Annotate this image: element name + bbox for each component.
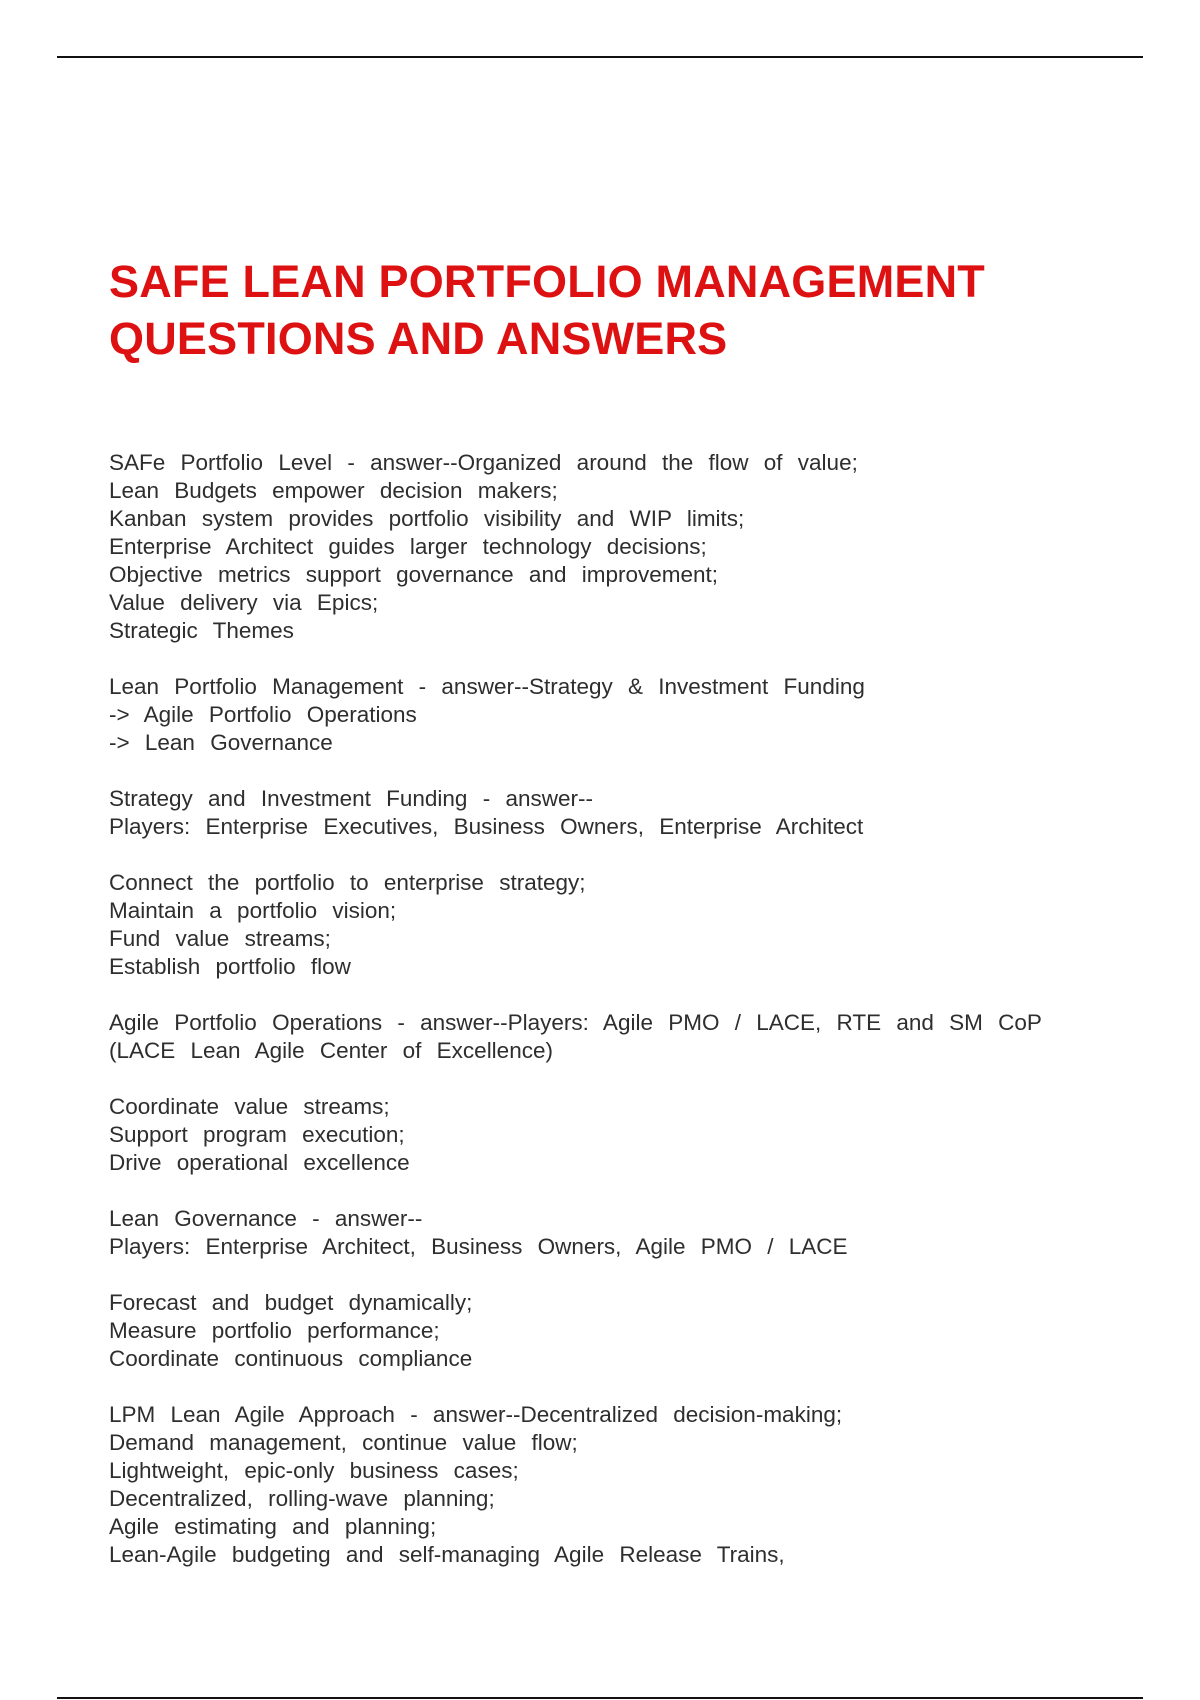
text-line: Lean Portfolio Management - answer--Strategy & Investment Funding bbox=[109, 674, 865, 699]
text-line: Lean Governance - answer-- bbox=[109, 1206, 423, 1231]
text-line: Maintain a portfolio vision; bbox=[109, 898, 397, 923]
text-line: (LACE Lean Agile Center of Excellence) bbox=[109, 1038, 553, 1063]
text-line: Strategic Themes bbox=[109, 618, 294, 643]
text-line: Demand management, continue value flow; bbox=[109, 1430, 578, 1455]
qa-block-agile-portfolio-operations bbox=[109, 1009, 1149, 1065]
text-line: Enterprise Architect guides larger technology decisions; bbox=[109, 534, 707, 559]
qa-block-portfolio-level bbox=[109, 449, 1149, 645]
text-line: -> Lean Governance bbox=[109, 730, 333, 755]
text-line: Decentralized, rolling-wave planning; bbox=[109, 1486, 495, 1511]
qa-block-lpm-lean-agile-approach bbox=[109, 1401, 1149, 1569]
title-line-2: QUESTIONS AND ANSWERS bbox=[109, 313, 728, 364]
text-line: Kanban system provides portfolio visibility and WIP limits; bbox=[109, 506, 745, 531]
qa-block-operations-responsibilities bbox=[109, 1093, 1149, 1177]
text-line: Lean-Agile budgeting and self-managing Agile Release Trains, bbox=[109, 1542, 785, 1567]
qa-block-governance-responsibilities bbox=[109, 1289, 1149, 1373]
title-line-1: SAFE LEAN PORTFOLIO MANAGEMENT bbox=[109, 256, 985, 307]
qa-block-lean-portfolio-management bbox=[109, 673, 1149, 757]
text-line: LPM Lean Agile Approach - answer--Decentralized decision-making; bbox=[109, 1402, 843, 1427]
text-line: Connect the portfolio to enterprise strategy; bbox=[109, 870, 586, 895]
text-line: Support program execution; bbox=[109, 1122, 405, 1147]
text-line: Value delivery via Epics; bbox=[109, 590, 379, 615]
text-line: Strategy and Investment Funding - answer-- bbox=[109, 786, 593, 811]
qa-content bbox=[109, 449, 1149, 1597]
text-line: Players: Enterprise Architect, Business Owners, Agile PMO / LACE bbox=[109, 1234, 848, 1259]
text-line: Measure portfolio performance; bbox=[109, 1318, 440, 1343]
top-rule bbox=[57, 56, 1143, 58]
page-title bbox=[109, 253, 1149, 367]
text-line: Coordinate continuous compliance bbox=[109, 1346, 473, 1371]
text-line: Players: Enterprise Executives, Business Owners, Enterprise Architect bbox=[109, 814, 864, 839]
text-line: Drive operational excellence bbox=[109, 1150, 410, 1175]
text-line: Lean Budgets empower decision makers; bbox=[109, 478, 558, 503]
text-line: Coordinate value streams; bbox=[109, 1094, 390, 1119]
text-line: Agile Portfolio Operations - answer--Players: Agile PMO / LACE, RTE and SM CoP bbox=[109, 1010, 1042, 1035]
text-line: -> Agile Portfolio Operations bbox=[109, 702, 417, 727]
text-line: Lightweight, epic-only business cases; bbox=[109, 1458, 519, 1483]
text-line: Establish portfolio flow bbox=[109, 954, 351, 979]
text-line: Agile estimating and planning; bbox=[109, 1514, 437, 1539]
qa-block-strategy-investment-funding bbox=[109, 785, 1149, 841]
text-line: Forecast and budget dynamically; bbox=[109, 1290, 473, 1315]
bottom-rule bbox=[57, 1697, 1143, 1699]
text-line: SAFe Portfolio Level - answer--Organized around the flow of value; bbox=[109, 450, 858, 475]
qa-block-strategy-responsibilities bbox=[109, 869, 1149, 981]
text-line: Objective metrics support governance and improvement; bbox=[109, 562, 719, 587]
text-line: Fund value streams; bbox=[109, 926, 331, 951]
qa-block-lean-governance bbox=[109, 1205, 1149, 1261]
